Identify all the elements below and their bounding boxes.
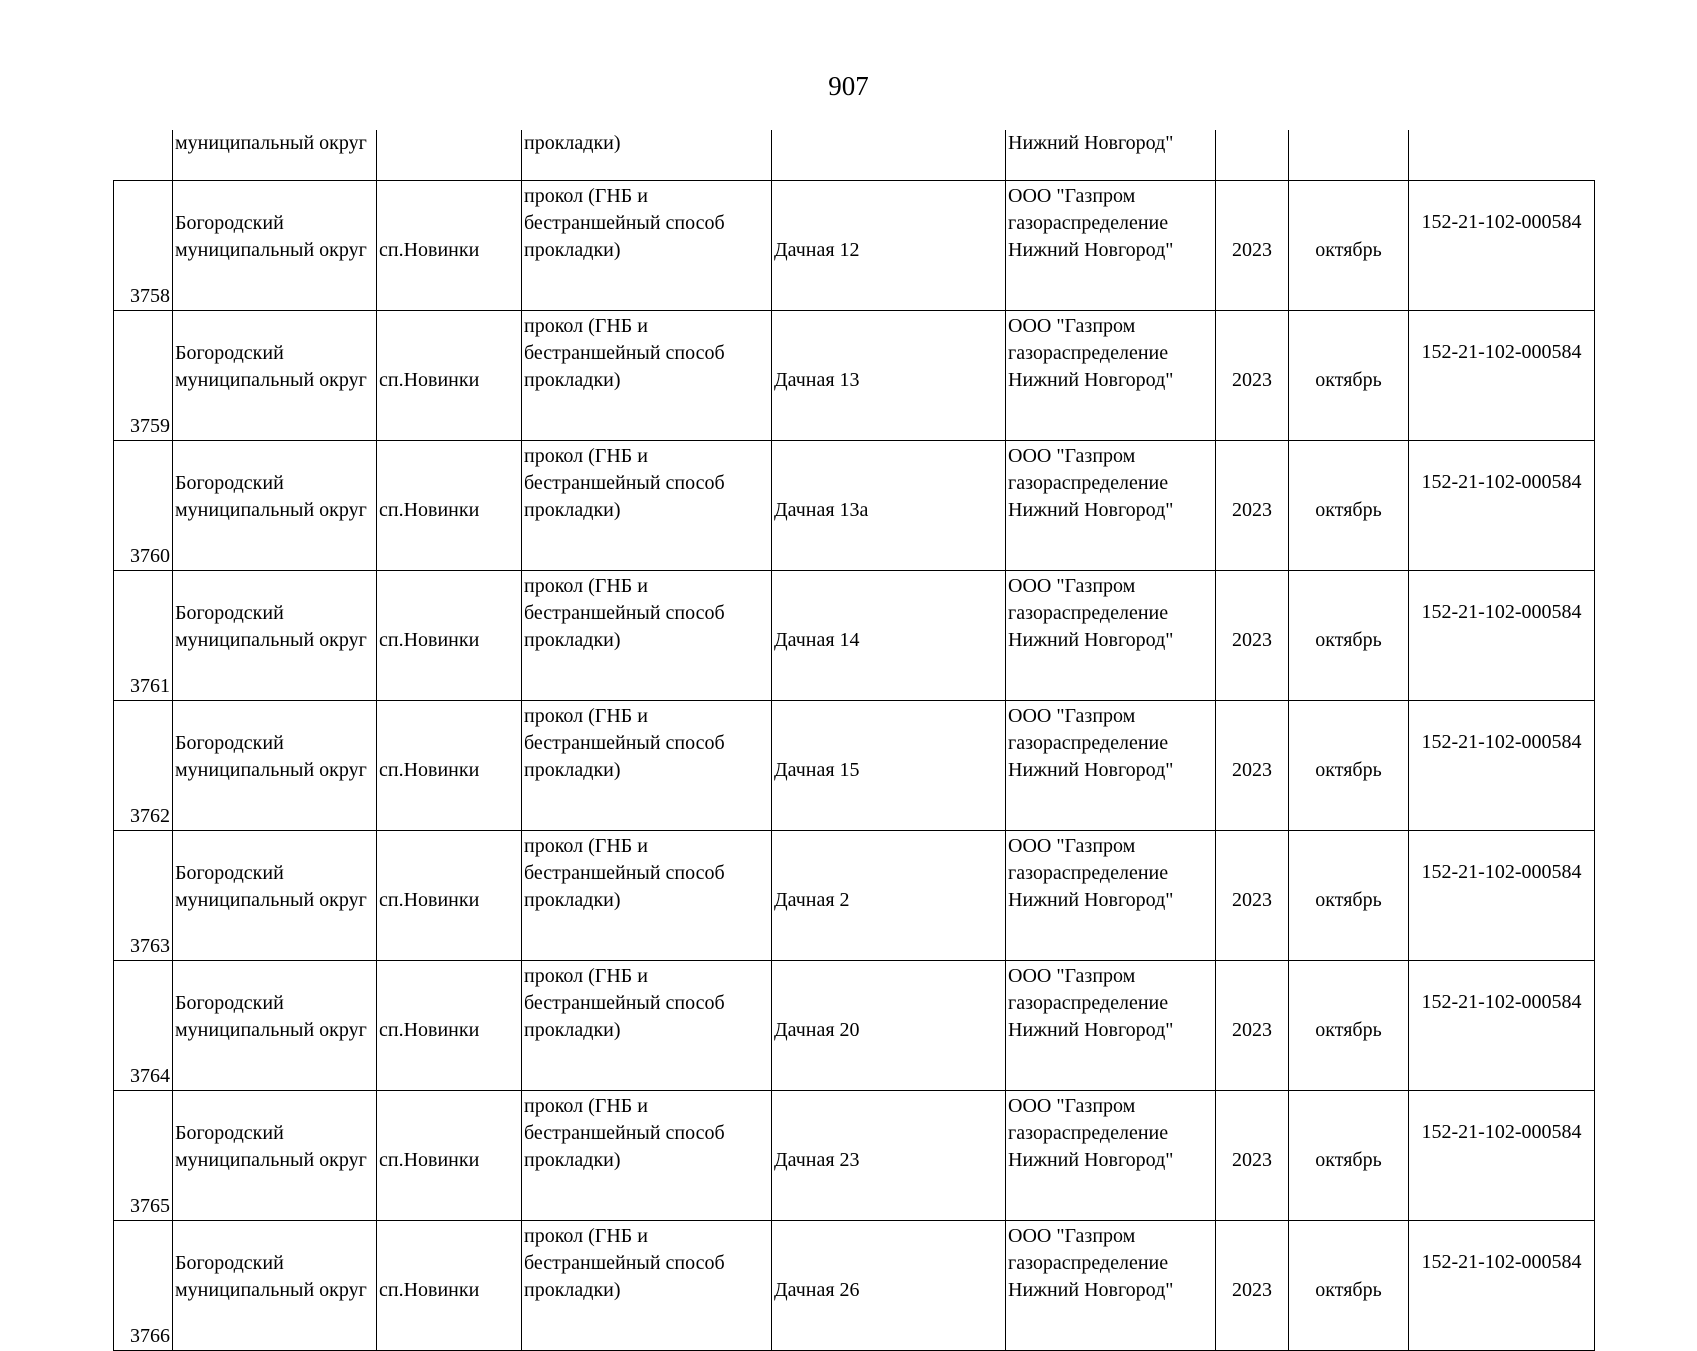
cell-street	[772, 1221, 1006, 1351]
month-text: октябрь	[1315, 1279, 1382, 1301]
street-text: Дачная 23	[774, 1149, 860, 1171]
method-line-3: прокладки)	[524, 499, 621, 521]
cell-year	[1216, 1221, 1289, 1351]
cell-num: 3764	[114, 961, 173, 1091]
cell-code: 152-21-102-000584	[1409, 1221, 1595, 1351]
cell-locality	[377, 831, 522, 961]
org-line-3: Нижний Новгород"	[1008, 759, 1174, 781]
year-text: 2023	[1232, 1019, 1272, 1041]
method-line-3: прокладки)	[524, 1019, 621, 1041]
table-row	[114, 1091, 1595, 1221]
month-text: октябрь	[1315, 499, 1382, 521]
cell-month	[1289, 311, 1409, 441]
method-line-3: прокладки)	[524, 1149, 621, 1171]
cell-method	[522, 1221, 772, 1351]
cell-year	[1216, 831, 1289, 961]
street-text: Дачная 2	[774, 889, 850, 911]
org-line-1: ООО "Газпром	[1008, 315, 1136, 337]
year-text: 2023	[1232, 629, 1272, 651]
org-line-2: газораспределение	[1008, 342, 1169, 364]
cell-organization	[1006, 831, 1216, 961]
cell-organization	[1006, 441, 1216, 571]
org-line-3: Нижний Новгород"	[1008, 629, 1174, 651]
district-line-2: муниципальный округ	[175, 1149, 367, 1171]
cell-locality	[377, 961, 522, 1091]
cell-year	[1216, 311, 1289, 441]
cell-num: 3758	[114, 181, 173, 311]
cell-street	[772, 130, 1006, 181]
cell-district	[173, 311, 377, 441]
cell-num: 3765	[114, 1091, 173, 1221]
table-body	[114, 130, 1595, 1351]
cell-locality	[377, 1091, 522, 1221]
district-line-2: муниципальный округ	[175, 759, 367, 781]
cell-organization	[1006, 311, 1216, 441]
page-number: 907	[828, 71, 869, 101]
district-line-1: Богородский	[175, 992, 284, 1014]
org-line-2: газораспределение	[1008, 862, 1169, 884]
district-line-2: муниципальный округ	[175, 239, 367, 261]
method-line-1: прокол (ГНБ и	[524, 1095, 648, 1117]
cell-locality	[377, 701, 522, 831]
org-line-2: газораспределение	[1008, 1122, 1169, 1144]
org-line-1: ООО "Газпром	[1008, 705, 1136, 727]
year-text: 2023	[1232, 759, 1272, 781]
method-line-3: прокладки)	[524, 629, 621, 651]
method-line-1: прокол (ГНБ и	[524, 315, 648, 337]
cell-year	[1216, 701, 1289, 831]
district-line-2: муниципальный округ	[175, 889, 367, 911]
cell-district: муниципальный округ	[173, 130, 377, 181]
district-line-2: муниципальный округ	[175, 1279, 367, 1301]
cell-locality	[377, 441, 522, 571]
cell-street	[772, 441, 1006, 571]
cell-district	[173, 1091, 377, 1221]
org-line-3: Нижний Новгород"	[1008, 1149, 1174, 1171]
month-text: октябрь	[1315, 759, 1382, 781]
cell-method	[522, 831, 772, 961]
cell-district	[173, 181, 377, 311]
method-line-2: бестраншейный способ	[524, 992, 725, 1014]
cell-locality	[377, 571, 522, 701]
cell-method	[522, 571, 772, 701]
method-line-2: бестраншейный способ	[524, 1252, 725, 1274]
cell-organization	[1006, 961, 1216, 1091]
cell-month	[1289, 701, 1409, 831]
org-line-3: Нижний Новгород"	[1008, 1279, 1174, 1301]
month-text: октябрь	[1315, 1019, 1382, 1041]
street-text: Дачная 13а	[774, 499, 869, 521]
street-text: Дачная 15	[774, 759, 860, 781]
cell-month	[1289, 831, 1409, 961]
org-line-3: Нижний Новгород"	[1008, 499, 1174, 521]
year-text: 2023	[1232, 239, 1272, 261]
method-line-1: прокол (ГНБ и	[524, 185, 648, 207]
org-line-1: ООО "Газпром	[1008, 965, 1136, 987]
method-line-2: бестраншейный способ	[524, 862, 725, 884]
street-text: Дачная 14	[774, 629, 860, 651]
org-line-1: ООО "Газпром	[1008, 1225, 1136, 1247]
district-line-2: муниципальный округ	[175, 369, 367, 391]
org-line-2: газораспределение	[1008, 992, 1169, 1014]
cell-year	[1216, 181, 1289, 311]
locality-text: сп.Новинки	[379, 889, 480, 911]
locality-text: сп.Новинки	[379, 369, 480, 391]
district-line-1: Богородский	[175, 732, 284, 754]
cell-organization	[1006, 571, 1216, 701]
cell-district	[173, 961, 377, 1091]
cell-year	[1216, 441, 1289, 571]
month-text: октябрь	[1315, 1149, 1382, 1171]
cell-num: 3763	[114, 831, 173, 961]
method-line-1: прокол (ГНБ и	[524, 705, 648, 727]
org-line-3: Нижний Новгород"	[1008, 1019, 1174, 1041]
cell-locality	[377, 130, 522, 181]
district-line-1: Богородский	[175, 342, 284, 364]
cell-code: 152-21-102-000584	[1409, 181, 1595, 311]
method-line-3: прокладки)	[524, 369, 621, 391]
method-line-1: прокол (ГНБ и	[524, 1225, 648, 1247]
method-line-2: бестраншейный способ	[524, 602, 725, 624]
month-text: октябрь	[1315, 889, 1382, 911]
cell-method	[522, 181, 772, 311]
cell-street	[772, 311, 1006, 441]
street-text: Дачная 20	[774, 1019, 860, 1041]
month-text: октябрь	[1315, 239, 1382, 261]
locality-text: сп.Новинки	[379, 239, 480, 261]
district-line-2: муниципальный округ	[175, 629, 367, 651]
table-row	[114, 701, 1595, 831]
cell-month	[1289, 1091, 1409, 1221]
locality-text: сп.Новинки	[379, 1279, 480, 1301]
cell-district	[173, 831, 377, 961]
cell-month	[1289, 961, 1409, 1091]
cell-year	[1216, 571, 1289, 701]
locality-text: сп.Новинки	[379, 759, 480, 781]
cell-month	[1289, 441, 1409, 571]
cell-month	[1289, 1221, 1409, 1351]
table-row	[114, 311, 1595, 441]
year-text: 2023	[1232, 1279, 1272, 1301]
district-line-1: Богородский	[175, 212, 284, 234]
cell-district	[173, 441, 377, 571]
org-line-1: ООО "Газпром	[1008, 185, 1136, 207]
cell-num: 3760	[114, 441, 173, 571]
district-line-1: Богородский	[175, 602, 284, 624]
cell-num: 3761	[114, 571, 173, 701]
method-line-2: бестраншейный способ	[524, 342, 725, 364]
year-text: 2023	[1232, 1149, 1272, 1171]
continuation-row	[114, 130, 1595, 181]
cell-district	[173, 701, 377, 831]
year-text: 2023	[1232, 499, 1272, 521]
table-row	[114, 831, 1595, 961]
district-line-2: муниципальный округ	[175, 1019, 367, 1041]
cell-num	[114, 130, 173, 181]
method-line-3: прокладки)	[524, 239, 621, 261]
cell-street	[772, 961, 1006, 1091]
cell-month	[1289, 130, 1409, 181]
year-text: 2023	[1232, 369, 1272, 391]
district-line-1: Богородский	[175, 1252, 284, 1274]
cell-month	[1289, 181, 1409, 311]
cell-locality	[377, 1221, 522, 1351]
cell-code: 152-21-102-000584	[1409, 441, 1595, 571]
cell-code: 152-21-102-000584	[1409, 1091, 1595, 1221]
cell-method: прокладки)	[522, 130, 772, 181]
cell-organization	[1006, 1221, 1216, 1351]
cell-street	[772, 1091, 1006, 1221]
method-line-1: прокол (ГНБ и	[524, 575, 648, 597]
cell-code: 152-21-102-000584	[1409, 311, 1595, 441]
table-row	[114, 181, 1595, 311]
cell-year	[1216, 961, 1289, 1091]
cell-method	[522, 701, 772, 831]
method-line-3: прокладки)	[524, 1279, 621, 1301]
cell-num: 3759	[114, 311, 173, 441]
cell-method	[522, 311, 772, 441]
method-line-3: прокладки)	[524, 759, 621, 781]
table-row	[114, 571, 1595, 701]
method-line-2: бестраншейный способ	[524, 212, 725, 234]
street-text: Дачная 12	[774, 239, 860, 261]
district-line-2: муниципальный округ	[175, 499, 367, 521]
registry-table	[113, 130, 1595, 1351]
cell-year	[1216, 1091, 1289, 1221]
org-line-1: ООО "Газпром	[1008, 835, 1136, 857]
cell-street	[772, 701, 1006, 831]
org-line-1: ООО "Газпром	[1008, 1095, 1136, 1117]
table-row	[114, 961, 1595, 1091]
table-row	[114, 441, 1595, 571]
cell-method	[522, 1091, 772, 1221]
district-line-1: Богородский	[175, 862, 284, 884]
org-line-1: ООО "Газпром	[1008, 575, 1136, 597]
street-text: Дачная 26	[774, 1279, 860, 1301]
cell-street	[772, 571, 1006, 701]
method-line-1: прокол (ГНБ и	[524, 835, 648, 857]
org-line-3: Нижний Новгород"	[1008, 889, 1174, 911]
method-line-3: прокладки)	[524, 889, 621, 911]
org-line-3: Нижний Новгород"	[1008, 369, 1174, 391]
cell-method	[522, 441, 772, 571]
org-line-2: газораспределение	[1008, 732, 1169, 754]
cell-method	[522, 961, 772, 1091]
cell-locality	[377, 181, 522, 311]
cell-code: 152-21-102-000584	[1409, 961, 1595, 1091]
cell-district	[173, 1221, 377, 1351]
org-line-2: газораспределение	[1008, 1252, 1169, 1274]
cell-code: 152-21-102-000584	[1409, 831, 1595, 961]
method-line-2: бестраншейный способ	[524, 1122, 725, 1144]
cell-code: 152-21-102-000584	[1409, 571, 1595, 701]
org-line-2: газораспределение	[1008, 602, 1169, 624]
cell-street	[772, 181, 1006, 311]
district-line-1: Богородский	[175, 472, 284, 494]
org-line-2: газораспределение	[1008, 212, 1169, 234]
cell-organization	[1006, 181, 1216, 311]
cell-num: 3766	[114, 1221, 173, 1351]
cell-num: 3762	[114, 701, 173, 831]
org-line-2: газораспределение	[1008, 472, 1169, 494]
cell-month	[1289, 571, 1409, 701]
table-row	[114, 1221, 1595, 1351]
method-line-2: бестраншейный способ	[524, 732, 725, 754]
cell-year	[1216, 130, 1289, 181]
org-line-1: ООО "Газпром	[1008, 445, 1136, 467]
cell-code: 152-21-102-000584	[1409, 701, 1595, 831]
locality-text: сп.Новинки	[379, 1149, 480, 1171]
locality-text: сп.Новинки	[379, 629, 480, 651]
year-text: 2023	[1232, 889, 1272, 911]
org-line-3: Нижний Новгород"	[1008, 239, 1174, 261]
locality-text: сп.Новинки	[379, 1019, 480, 1041]
cell-code	[1409, 130, 1595, 181]
cell-district	[173, 571, 377, 701]
district-line-1: Богородский	[175, 1122, 284, 1144]
method-line-2: бестраншейный способ	[524, 472, 725, 494]
street-text: Дачная 13	[774, 369, 860, 391]
locality-text: сп.Новинки	[379, 499, 480, 521]
method-line-1: прокол (ГНБ и	[524, 965, 648, 987]
cell-street	[772, 831, 1006, 961]
cell-locality	[377, 311, 522, 441]
month-text: октябрь	[1315, 629, 1382, 651]
cell-organization: Нижний Новгород"	[1006, 130, 1216, 181]
cell-organization	[1006, 1091, 1216, 1221]
month-text: октябрь	[1315, 369, 1382, 391]
method-line-1: прокол (ГНБ и	[524, 445, 648, 467]
cell-organization	[1006, 701, 1216, 831]
